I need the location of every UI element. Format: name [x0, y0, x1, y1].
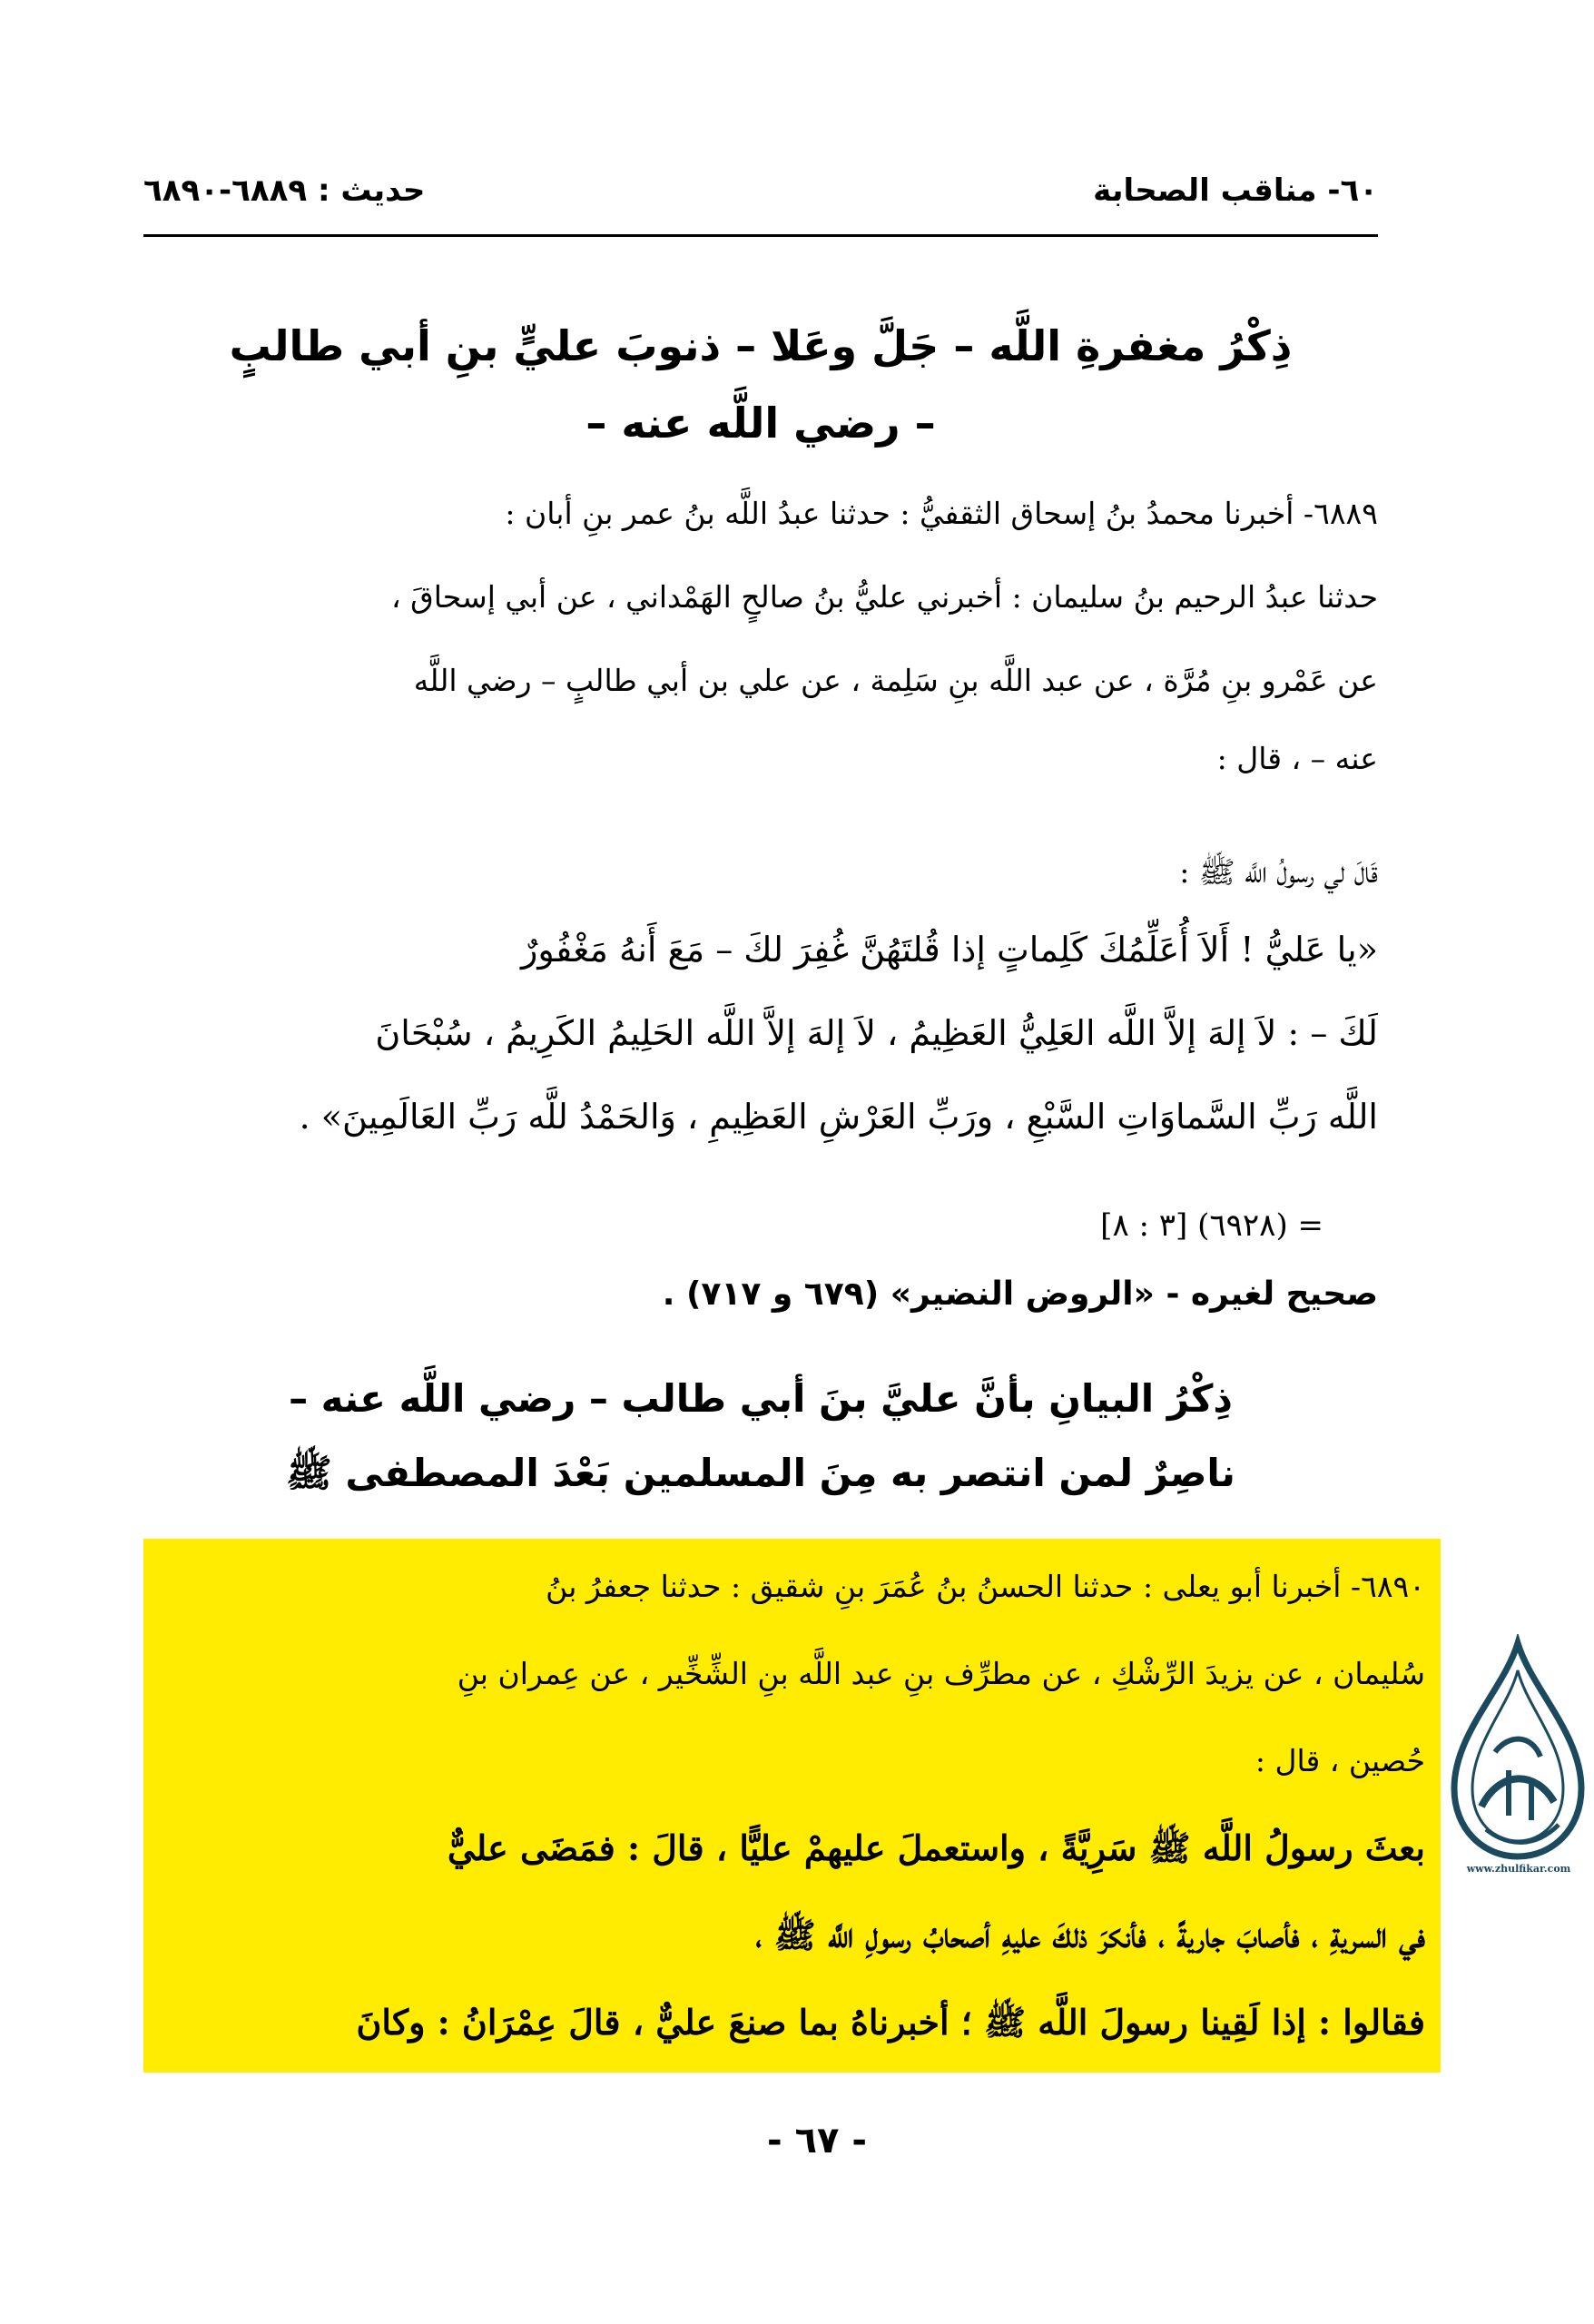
- section1-title-line2: – رضي اللَّه عنه –: [585, 399, 936, 448]
- section2-title-line2: ناصِرٌ لمن انتصر به مِنَ المسلمين بَعْدَ المصطفى ﷺ: [286, 1451, 1235, 1495]
- section2-title-line1: ذِكْرُ البيانِ بأنَّ عليَّ بنَ أبي طالب – رضي اللَّه عنه –: [289, 1376, 1233, 1421]
- cross-reference: = (٦٩٢٨) [٣ : ٨]: [1100, 1207, 1323, 1244]
- watermark-url: www.zhulfikar.com: [1466, 1863, 1571, 1875]
- text-line: عن عَمْرو بنِ مُرَّة ، عن عبد اللَّه بنِ سَلِمة ، عن علي بن أبي طالبٍ – رضي اللَّه: [413, 663, 1378, 698]
- hadith-grade: صحيح لغيره - «الروض النضير» (٦٧٩ و ٧١٧) .: [662, 1275, 1378, 1313]
- text-line: لَكَ – : لاَ إلهَ إلاَّ اللَّه العَلِيُّ العَظِيمُ ، لاَ إلهَ إلاَّ اللَّه الحَلِيمُ الكَرِيمُ ، سُبْحَانَ: [375, 1013, 1378, 1053]
- header-divider: [143, 234, 1378, 237]
- section2-title: [143, 1362, 1378, 1511]
- text-line: حُصين ، قال :: [1255, 1743, 1425, 1778]
- section1-title-line1: ذِكْرُ مغفرةِ اللَّه – جَلَّ وعَلا – ذنوبَ عليٍّ بنِ أبي طالبٍ: [229, 321, 1293, 370]
- quote-intro: [143, 831, 1378, 914]
- text-line: حدثنا عبدُ الرحيم بنُ سليمان : أخبرني عليُّ بنُ صالحٍ الهَمْداني ، عن أبي إسحاقَ ،: [390, 579, 1378, 615]
- chapter-title: ٦٠- مناقب الصحابة: [1093, 172, 1378, 209]
- page-number: - ٦٧ -: [767, 2120, 867, 2162]
- zhulfikar-logo: [1445, 1634, 1590, 1879]
- text-line: عنه – ، قال :: [1216, 741, 1378, 776]
- text-line: ٦٨٩٠- أخبرنا أبو يعلى : حدثنا الحسنُ بنُ عُمَرَ بنِ شقيق : حدثنا جعفرُ بنُ: [546, 1569, 1425, 1604]
- hadith-6889-matn: [143, 908, 1378, 1158]
- text-line: في السريةِ ، فأصابَ جاريةً ، فأنكرَ ذلكَ عليهِ أصحابُ رسولِ اللَّه ﷺ ،: [755, 1915, 1425, 1955]
- hadith-6889-isnad: [143, 472, 1378, 795]
- hadith-6890: [154, 1543, 1425, 2066]
- text-line: قَالَ لي رسولُ اللَّه ﷺ :: [1179, 854, 1378, 890]
- hadith-range: حديث : ٦٨٨٩-٦٨٩٠: [143, 172, 426, 209]
- text-line: اللَّه رَبِّ السَّماوَاتِ السَّبْعِ ، ورَبِّ العَرْشِ العَظِيمِ ، وَالحَمْدُ للَّه رَبِّ العَالَمِينَ» .: [299, 1097, 1378, 1137]
- text-line: فقالوا : إذا لَقِينا رسولَ اللَّه ﷺ ؛ أخبرناهُ بما صنعَ عليٌّ ، قالَ عِمْرَانُ : وكانَ: [356, 2002, 1425, 2043]
- calligraphy-drop-icon: [1445, 1634, 1590, 1861]
- text-line: «يا عَليُّ ! أَلاَ أُعَلِّمُكَ كَلِماتٍ إذا قُلتَهُنَّ غُفِرَ لكَ – مَعَ أَنهُ مَغْفُورٌ: [521, 930, 1378, 970]
- text-line: بعثَ رسولُ اللَّه ﷺ سَرِيَّةً ، واستعملَ عليهمْ عليًّا ، قالَ : فمَضَى عليٌّ: [447, 1827, 1425, 1868]
- text-line: ٦٨٨٩- أخبرنا محمدُ بنُ إسحاق الثقفيُّ : حدثنا عبدُ اللَّه بنُ عمر بنِ أبان :: [505, 496, 1378, 531]
- text-line: سُليمان ، عن يزيدَ الرِّشْكِ ، عن مطرِّف بنِ عبد اللَّه بنِ الشِّخِّير ، عن عِمران بنِ: [457, 1656, 1425, 1691]
- page-header: [143, 172, 1378, 227]
